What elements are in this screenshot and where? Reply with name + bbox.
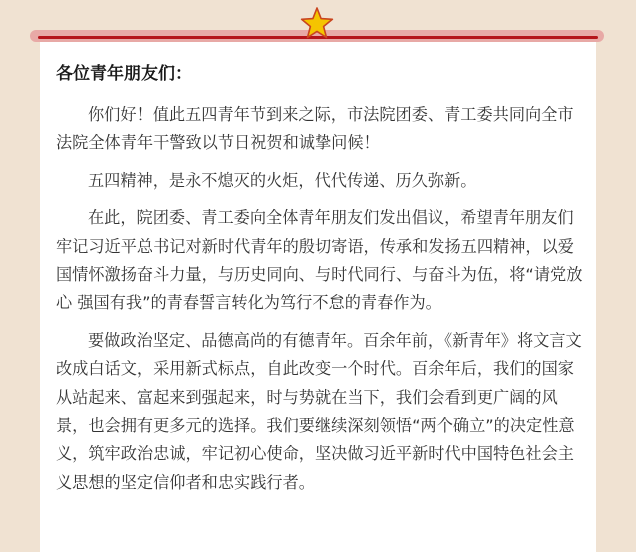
greeting-title: 各位青年朋友们： — [56, 64, 192, 84]
paragraph-political-youth: 要做政治坚定、品德高尚的有德青年。百余年前，《新青年》将文言文改成白话文，采用新式标点，自此改变一个时代。百余年后，我们的国家从站起来、富起来到强起来，时与势就在当下，我们会看到更广阔的风景，也会拥有更多元的选择。我们要继续深刻领悟“两个确立”的决定性意义，筑牢政治忠诚，牢记初心使命，坚决做习近平新时代中国特色社会主义思想的坚定信仰者和忠实践行者。 — [56, 330, 582, 492]
paragraph-initiative: 在此，院团委、青工委向全体青年朋友们发出倡议，希望青年朋友们牢记习近平总书记对新时代青年的殷切寄语，传承和发扬五四精神，以爱国情怀激扬奋斗力量，与历史同向、与时代同行、与奋斗为伍，将“请党放心 强国有我”的青春誓言转化为笃行不怠的青春作为。 — [56, 208, 583, 313]
star-icon — [300, 6, 334, 40]
paragraph-greeting: 你们好！值此五四青年节到来之际，市法院团委、青工委共同向全市法院全体青年干警致以节日祝贺和诚挚问候！ — [56, 105, 574, 153]
paragraph-may-fourth-spirit: 五四精神，是永不熄灭的火炬，代代传递、历久弥新。 — [88, 170, 477, 190]
article-body — [56, 101, 586, 506]
